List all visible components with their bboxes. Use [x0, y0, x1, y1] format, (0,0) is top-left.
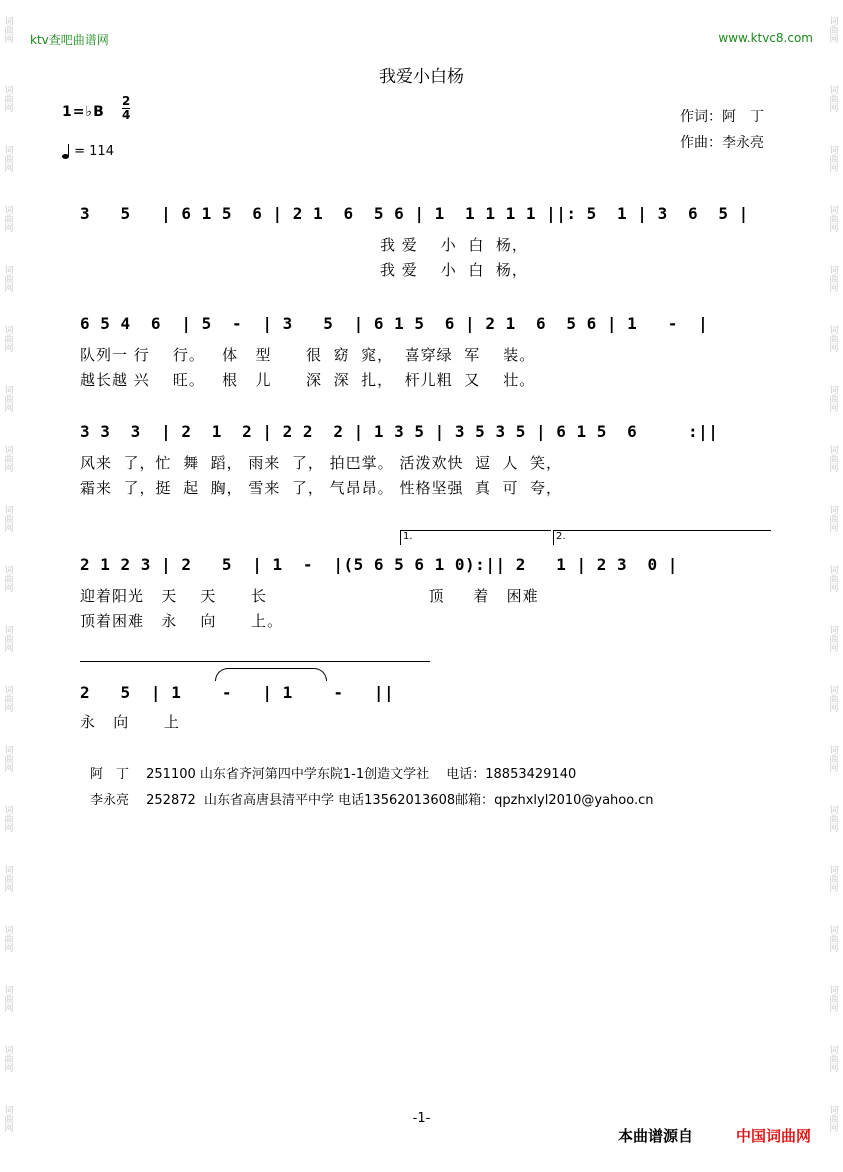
- source-label: 本曲谱源自: [617, 1127, 693, 1145]
- lyrics-verse-1: 我 爱 小 白 杨，: [80, 236, 528, 254]
- watermark-glyphs: 词 曲 网: [829, 326, 839, 354]
- watermark-glyphs: 词 曲 网: [829, 1106, 839, 1134]
- notes-line: 6 5 4 6 | 5 - | 3 5 | 6 1 5 6 | 2 1 6 5 6 | 1 - |: [80, 314, 709, 333]
- header-right-url[interactable]: www.ktvc8.com: [718, 31, 813, 45]
- watermark-glyphs: 词 曲 网: [4, 206, 14, 234]
- header-left-site[interactable]: ktv查吧曲谱网: [30, 33, 109, 47]
- lyrics-verse-2: 顶着困难 永 向 上。: [80, 612, 283, 630]
- watermark-glyphs: 词 曲 网: [4, 986, 14, 1014]
- notes-line: 2 1 2 3 | 2 5 | 1 - |(5 6 5 6 1 0):|| 2 1 | 2 3 0 |: [80, 555, 678, 574]
- watermark-glyphs: 词 曲 网: [4, 506, 14, 534]
- quarter-note-icon: [62, 145, 70, 159]
- watermark-glyphs: 词 曲 网: [829, 686, 839, 714]
- watermark-glyphs: 词 曲 网: [829, 446, 839, 474]
- volta-2-label: 2.: [556, 531, 566, 542]
- lyrics-verse-1: 风来 了，忙 舞 蹈， 雨来 了， 拍巴掌。 活泼欢快 逗 人 笑，: [80, 454, 563, 472]
- watermark-glyphs: 词 曲 网: [829, 506, 839, 534]
- volta-1-label: 1.: [403, 531, 413, 542]
- watermark-glyphs: 词 曲 网: [4, 326, 14, 354]
- watermark-glyphs: 词 曲 网: [829, 986, 839, 1014]
- volta-1-bracket: [400, 530, 551, 545]
- score-row-3: [80, 422, 780, 502]
- footer-composer-contact: 李永亮 252872 山东省高唐县清平中学 电话13562013608邮箱：qpzhxlyl2010@yahoo.cn: [90, 793, 654, 808]
- watermark-glyphs: 词 曲 网: [829, 806, 839, 834]
- source-site-link[interactable]: 中国词曲网: [735, 1127, 811, 1145]
- composer: 作曲：李永亮: [680, 135, 764, 151]
- lyrics-verse-1: 永 向 上: [80, 713, 180, 731]
- watermark-glyphs: 词 曲 网: [829, 626, 839, 654]
- watermark-left: 词 曲 网 词 曲 网 词 曲 网 词 曲 网 词 曲 网 词 曲 网 词 曲 网 词 曲 网 词 曲 网 词 曲 网 词 曲 网 词 曲 网 词 曲 网 词 曲 网 词 曲 网 词 曲 网 词 曲 网 词 曲 网 词 曲 网: [2, 0, 16, 1167]
- watermark-glyphs: 词 曲 网: [4, 146, 14, 174]
- tie-slur: [215, 668, 327, 681]
- watermark-glyphs: 词 曲 网: [4, 626, 14, 654]
- watermark-glyphs: 词 曲 网: [4, 386, 14, 414]
- watermark-glyphs: 词 曲 网: [829, 866, 839, 894]
- watermark-glyphs: 词 曲 网: [4, 1046, 14, 1074]
- watermark-glyphs: 词 曲 网: [829, 746, 839, 774]
- footer-lyricist-contact: 阿 丁 251100 山东省齐河第四中学东院1-1创造文学社 电话：18853429140: [90, 767, 577, 782]
- watermark-glyphs: 词 曲 网: [4, 266, 14, 294]
- notes-line: 3 3 3 | 2 1 2 | 2 2 2 | 1 3 5 | 3 5 3 5 | 6 1 5 6 :||: [80, 422, 719, 441]
- watermark-glyphs: 词 曲 网: [829, 206, 839, 234]
- page-number: -1-: [412, 1111, 431, 1126]
- tempo-marking: [62, 144, 114, 159]
- lyrics-verse-1: 迎着阳光 天 天 长 顶 着 困难: [80, 587, 539, 605]
- time-sig-bottom: 4: [122, 108, 131, 122]
- watermark-glyphs: 词 曲 网: [4, 1106, 14, 1134]
- watermark-glyphs: 词 曲 网: [829, 386, 839, 414]
- lyrics-verse-2: 霜来 了，挺 起 胸， 雪来 了， 气昂昂。 性格坚强 真 可 夸，: [80, 479, 563, 497]
- watermark-glyphs: 词 曲 网: [829, 566, 839, 594]
- tempo-value: = 114: [74, 144, 114, 159]
- lyrics-verse-2: 越长越 兴 旺。 根 儿 深 深 扎， 杆儿粗 又 壮。: [80, 371, 536, 389]
- score-row-1: [80, 204, 780, 284]
- watermark-glyphs: 词 曲 网: [4, 686, 14, 714]
- watermark-glyphs: 词 曲 网: [4, 806, 14, 834]
- watermark-glyphs: 词 曲 网: [829, 1046, 839, 1074]
- score-row-5: [80, 683, 780, 733]
- key-signature: 1=♭B: [62, 104, 105, 120]
- volta-2-extension-line: [80, 661, 430, 662]
- watermark-glyphs: 词 曲 网: [4, 446, 14, 474]
- watermark-glyphs: 词 曲 网: [4, 866, 14, 894]
- lyrics-verse-1: 队列一 行 行。 体 型 很 窈 窕， 喜穿绿 军 装。: [80, 346, 536, 364]
- watermark-right: 词 曲 网 词 曲 网 词 曲 网 词 曲 网 词 曲 网 词 曲 网 词 曲 网 词 曲 网 词 曲 网 词 曲 网 词 曲 网 词 曲 网 词 曲 网 词 曲 网 词 曲 网 词 曲 网 词 曲 网 词 曲 网 词 曲 网: [827, 0, 841, 1167]
- time-sig-top: 2: [122, 94, 131, 108]
- lyricist: 作词：阿 丁: [680, 109, 764, 125]
- volta-2-bracket: [553, 530, 771, 545]
- watermark-glyphs: 词 曲 网: [4, 566, 14, 594]
- song-title: 我爱小白杨: [379, 67, 464, 87]
- watermark-glyphs: 词 曲 网: [4, 86, 14, 114]
- watermark-glyphs: 词 曲 网: [829, 86, 839, 114]
- watermark-glyphs: 词 曲 网: [829, 266, 839, 294]
- time-signature: [122, 95, 130, 122]
- watermark-glyphs: 词 曲 网: [829, 146, 839, 174]
- watermark-glyphs: 词 曲 网: [4, 746, 14, 774]
- notes-line: 3 5 | 6 1 5 6 | 2 1 6 5 6 | 1 1 1 1 1 ||: 5 1 | 3 6 5 |: [80, 204, 749, 223]
- score-row-4: [80, 555, 780, 635]
- score-row-2: [80, 314, 780, 394]
- watermark-glyphs: 词 曲 网: [4, 926, 14, 954]
- watermark-glyphs: 词 曲 网: [829, 926, 839, 954]
- notes-line: 2 5 | 1 - | 1 - ||: [80, 683, 395, 702]
- lyrics-verse-2: 我 爱 小 白 杨，: [80, 261, 528, 279]
